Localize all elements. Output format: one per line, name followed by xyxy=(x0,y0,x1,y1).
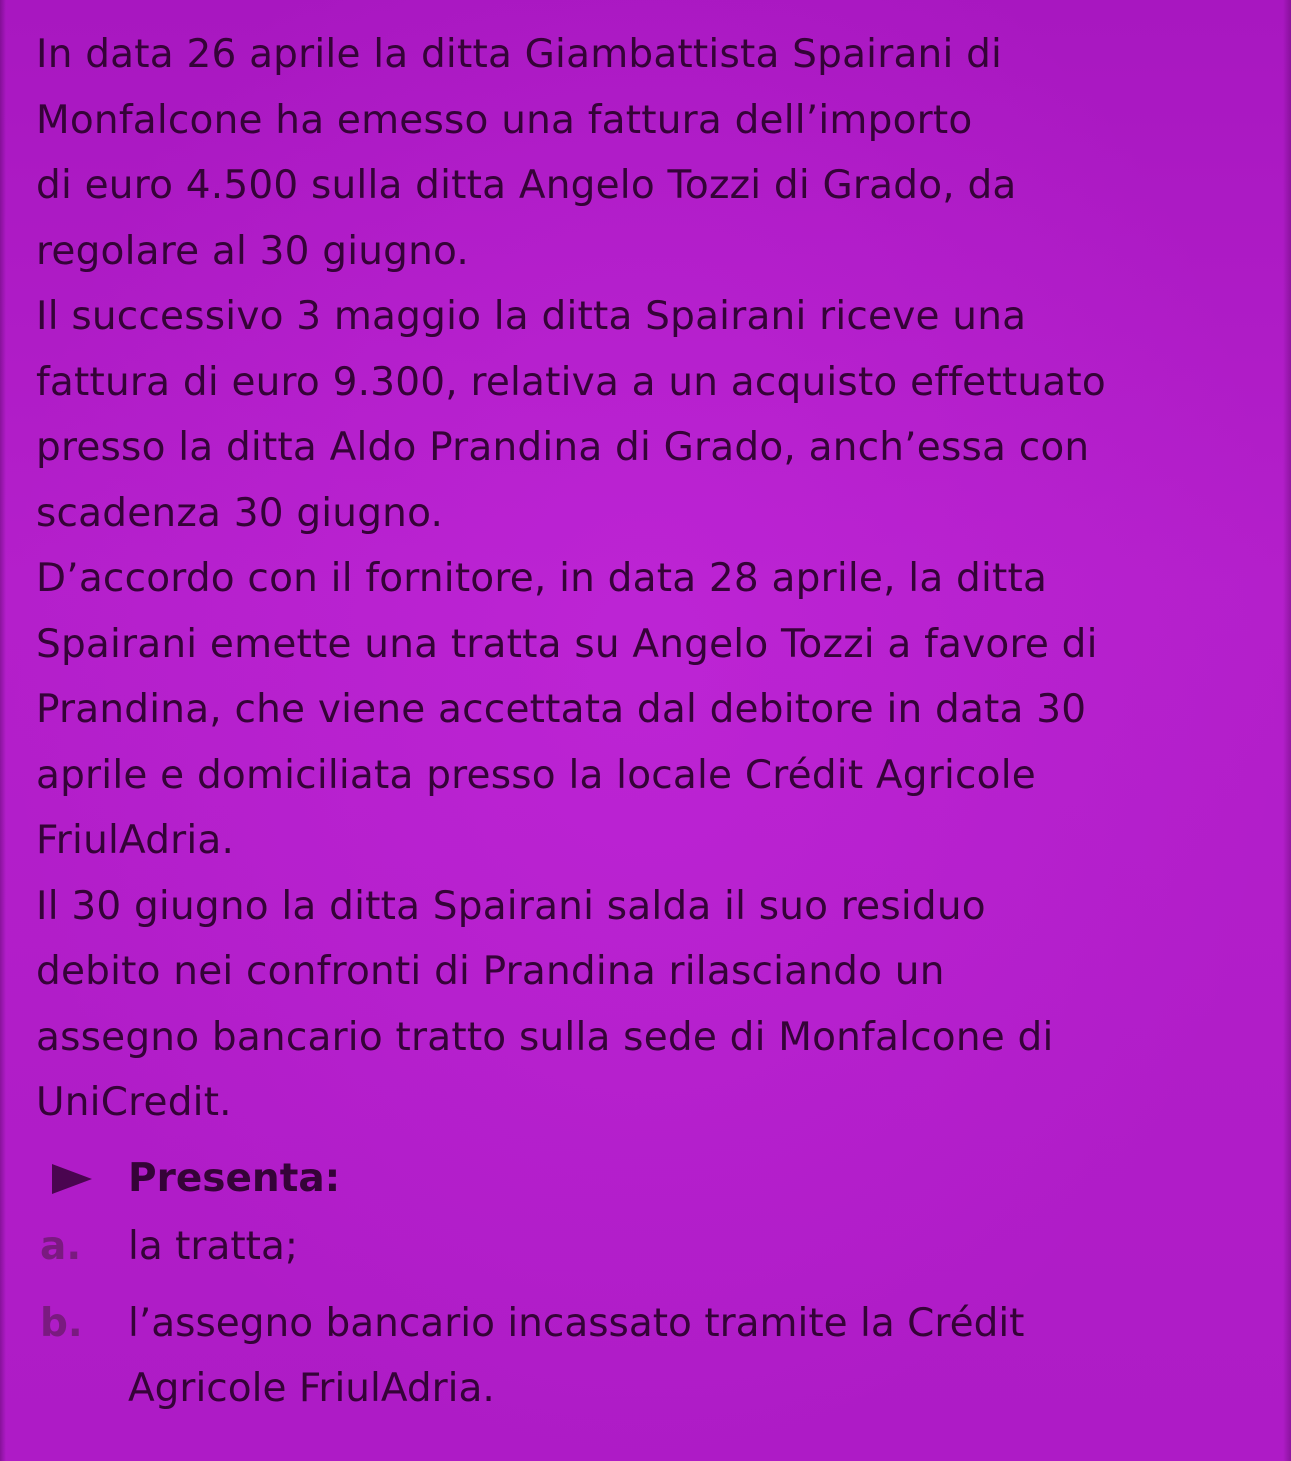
paragraph-cheque-payment: Il 30 giugno la ditta Spairani salda il suo residuo debito nei confronti di Prandina rilasciando un assegno bancario tratto sulla sede di Monfalcone di UniCredit. xyxy=(36,883,1054,1125)
task-item-text: la tratta; xyxy=(128,1223,298,1269)
page-left-shadow xyxy=(0,0,6,1461)
task-item-b xyxy=(36,1291,1271,1421)
paragraph-invoice-issued: In data 26 aprile la ditta Giambattista Spairani di Monfalcone ha emesso una fattura dell’importo di euro 4.500 sulla ditta Angelo Tozzi di Grado, da regolare al 30 giugno. xyxy=(36,32,1017,274)
paragraph-draft-issued: D’accordo con il fornitore, in data 28 aprile, la ditta Spairani emette una tratta su Angelo Tozzi a favore di Prandina, che viene accettata dal debitore in data 30 aprile e domiciliata presso la locale Crédit Agricole FriulAdria. xyxy=(36,556,1098,863)
task-item-text: l’assegno bancario incassato tramite la Crédit Agricole FriulAdria. xyxy=(128,1300,1025,1411)
exercise-text xyxy=(36,22,1271,1421)
play-triangle-icon xyxy=(52,1164,92,1194)
paragraph-invoice-received: Il successivo 3 maggio la ditta Spairani riceve una fattura di euro 9.300, relativa a un acquisto effettuato presso la ditta Aldo Prandina di Grado, anch’essa con scadenza 30 giugno. xyxy=(36,294,1106,536)
task-item-a xyxy=(36,1214,1271,1279)
task-heading xyxy=(36,1148,1271,1210)
page-right-shadow xyxy=(1283,0,1291,1461)
task-label: Presenta: xyxy=(128,1155,341,1201)
task-item-marker: a. xyxy=(40,1223,82,1269)
task-item-marker: b. xyxy=(40,1300,83,1346)
